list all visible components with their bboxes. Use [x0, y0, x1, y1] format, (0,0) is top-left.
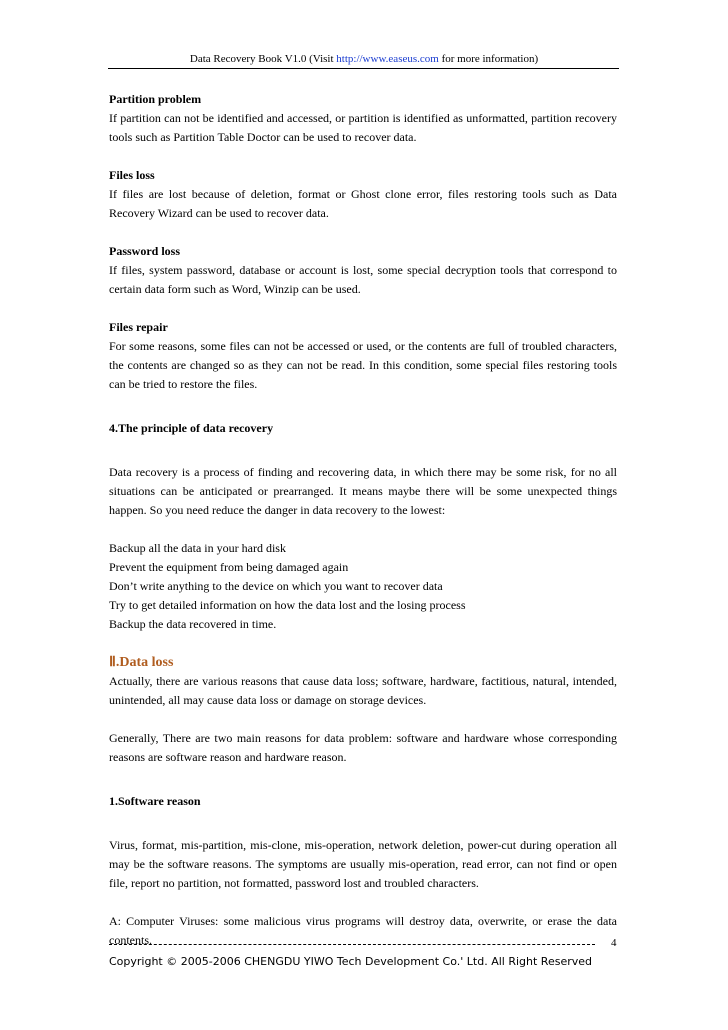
header-suffix: for more information): [438, 53, 539, 65]
principle-list: [109, 539, 617, 634]
software-paragraph-2: A: Computer Viruses: some malicious virus programs will destroy data, overwrite, or erase the data contents.: [109, 914, 617, 947]
footer-rule: [109, 944, 595, 945]
repair-heading: Files repair: [109, 320, 168, 334]
data-loss-paragraph-1: Actually, there are various reasons that cause data loss; software, hardware, factitious, natural, intended, unintended, all may cause data loss or damage on storage devices.: [109, 674, 617, 707]
list-item: Prevent the equipment from being damaged again: [109, 560, 349, 574]
partition-heading: Partition problem: [109, 92, 202, 106]
page-header: [0, 53, 728, 65]
list-item: Backup the data recovered in time.: [109, 617, 277, 631]
data-loss-paragraph-2: Generally, There are two main reasons for data problem: software and hardware whose corresponding reasons are software reason and hardware reason.: [109, 731, 617, 764]
files-loss-heading: Files loss: [109, 168, 155, 182]
principle-heading: 4.The principle of data recovery: [109, 421, 274, 435]
header-prefix: Data Recovery Book V1.0 (Visit: [189, 53, 337, 65]
header-link[interactable]: http://www.easeus.com: [336, 53, 439, 65]
page-body: [109, 90, 617, 950]
footer-copyright: Copyright © 2005-2006 CHENGDU YIWO Tech Development Co.' Ltd. All Right Reserved: [109, 955, 592, 968]
password-paragraph: If files, system password, database or account is lost, some special decryption tools that correspond to certain data form such as Word, Winzip can be used.: [109, 263, 617, 296]
partition-paragraph: If partition can not be identified and accessed, or partition is identified as unformatted, partition recovery tools such as Partition Table Doctor can be used to recover data.: [109, 111, 617, 144]
files-loss-paragraph: If files are lost because of deletion, format or Ghost clone error, files restoring tools such as Data Recovery Wizard can be used to recover data.: [109, 187, 617, 220]
software-heading: 1.Software reason: [109, 794, 201, 808]
header-rule: [108, 68, 619, 69]
principle-paragraph: Data recovery is a process of finding and recovering data, in which there may be some risk, for no all situations can be anticipated or prearranged. It means maybe there will be some unexpected things happen. So you need reduce the danger in data recovery to the lowest:: [109, 465, 617, 517]
data-loss-heading: Ⅱ.Data loss: [109, 655, 174, 670]
list-item: Don’t write anything to the device on which you want to recover data: [109, 579, 443, 593]
list-item: Try to get detailed information on how the data lost and the losing process: [109, 598, 466, 612]
password-heading: Password loss: [109, 244, 181, 258]
software-paragraph-1: Virus, format, mis-partition, mis-clone, mis-operation, network deletion, power-cut during operation all may be the software reasons. The symptoms are usually mis-operation, read error, can not find or open file, report no partition, not formatted, password lost and troubled characters.: [109, 838, 617, 890]
repair-paragraph: For some reasons, some files can not be accessed or used, or the contents are full of troubled characters, the contents are changed so as they can not be read. In this condition, some special files restoring tools can be tried to restore the files.: [109, 339, 617, 391]
list-item: Backup all the data in your hard disk: [109, 541, 286, 555]
page-number: 4: [611, 937, 617, 949]
